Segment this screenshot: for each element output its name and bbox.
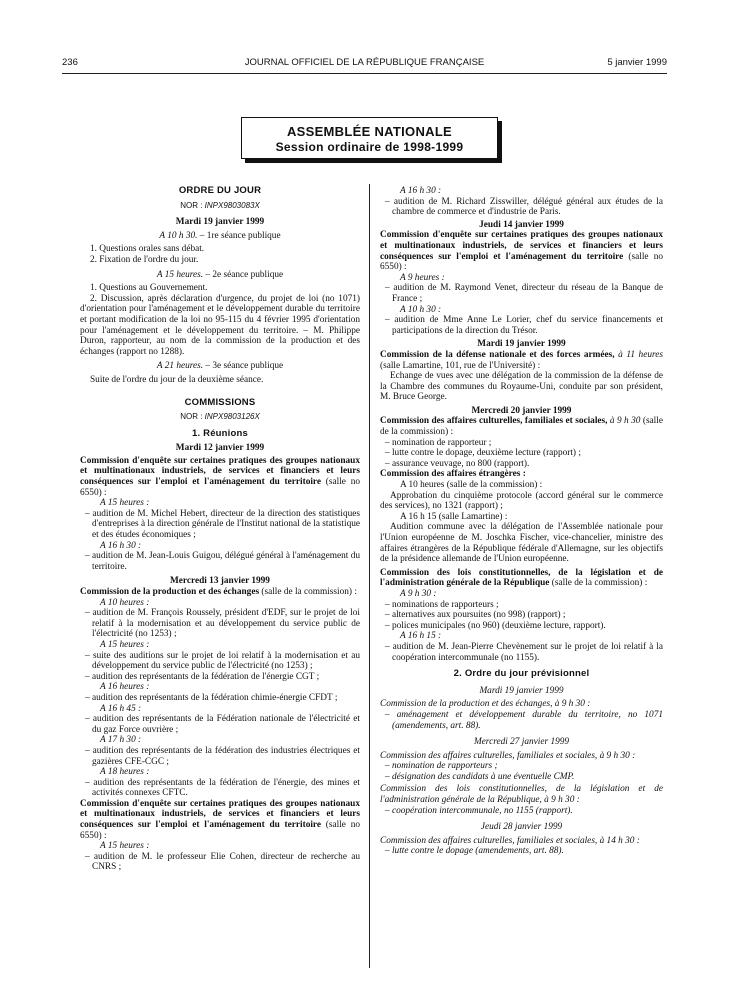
commission-heading: Commission des affaires culturelles, familiales et sociales, à 9 h 30 :: [380, 750, 636, 761]
commission-room: (salle de la commission) :: [259, 587, 357, 597]
agenda-entry: – audition des représentants de la fédération de l'énergie CGT ;: [85, 671, 320, 682]
date-heading: Mardi 12 janvier 1999: [175, 443, 265, 454]
commission-heading: [380, 416, 663, 437]
page-number: 236: [62, 57, 78, 68]
commission-name: Commission d'enquête sur certaines pratiques des groupes nationaux et multinationaux industriels, de services et financiers et leurs conséquences sur l'emploi et l'aménagement du territoire: [80, 455, 360, 488]
date-heading: Mardi 19 janvier 1999: [477, 339, 566, 350]
agenda-entry: – désignation des candidats à une éventuelle CMP.: [385, 771, 575, 782]
nor-label: NOR :: [180, 412, 203, 422]
session-time: A 15 heures.: [156, 269, 204, 280]
time-slot: A 17 h 30 :: [100, 735, 142, 746]
nor-reference: [80, 412, 360, 423]
title-box: [241, 117, 498, 159]
commission-name: Commission de la production et des échanges: [80, 587, 260, 597]
agenda-entry: – assurance veuvage, no 800 (rapport).: [385, 458, 530, 469]
time-slot: A 16 h 30 :: [100, 540, 142, 551]
time-slot: A 10 h 30 :: [400, 304, 442, 315]
date-heading: Jeudi 14 janvier 1999: [479, 219, 564, 230]
agenda-entry: Approbation du cinquième protocole (accord général sur le commerce des services), no 1321 (rapport) ;: [380, 490, 663, 512]
time-slot: A 9 h 30 :: [400, 588, 437, 599]
agenda-entry: – audition de Mme Anne Le Lorier, chef du service financements et participations de la direction du Trésor.: [385, 315, 663, 336]
commission-heading: Commission des affaires culturelles, familiales et sociales, à 14 h 30 :: [380, 835, 640, 846]
agenda-item: 2. Fixation de l'ordre du jour.: [90, 254, 199, 265]
time-slot: A 15 heures :: [100, 498, 150, 509]
session-1: [80, 231, 360, 242]
time-slot: A 16 h 15 :: [400, 631, 442, 642]
commission-heading: [380, 568, 663, 589]
commission-room: (salle no 6550) :: [380, 251, 663, 273]
commission-name: Commission des lois constitutionnelles, de la législation et de l'administration générale de la République: [380, 567, 663, 589]
commission-heading: Commission de la production et des échanges, à 9 h 30 :: [380, 699, 591, 710]
time-slot: A 10 heures (salle de la commission) :: [400, 480, 543, 491]
nor-value: INPX9803083X: [204, 200, 260, 210]
commission-heading: [380, 350, 663, 371]
agenda-entry: – audition des représentants de la Fédération nationale de l'électricité et du gaz Force ouvrière ;: [85, 714, 360, 735]
issue-date: 5 janvier 1999: [607, 57, 667, 68]
commission-heading: [80, 587, 360, 598]
time-slot: A 16 h 15 (salle Lamartine) :: [400, 511, 508, 522]
agenda-entry: – nomination de rapporteur ;: [385, 437, 492, 448]
agenda-entry: – aménagement et développement durable du territoire, no 1071 (amendements, art. 88).: [385, 709, 663, 731]
agenda-item: 2. Discussion, après déclaration d'urgence, du projet de loi (no 1071) d'orientation pour l'aménagement et le développement durable du territoire et portant modification de la loi no 95-115 du 4 février 1995 d'orientation pour l'aménagement et le développement du territoire. – M. Philippe Duron, rapporteur, au nom de la commission de la production et des échanges (rapport no 1288).: [80, 293, 360, 357]
time-slot: A 10 heures :: [100, 597, 150, 608]
date-heading: Mardi 19 janvier 1999: [479, 685, 564, 696]
session-time: A 10 h 30.: [159, 230, 198, 241]
commissions-heading: COMMISSIONS: [184, 396, 256, 408]
reunions-heading: 1. Réunions: [191, 427, 249, 439]
commission-room: (salle de la commission) :: [380, 416, 663, 438]
time-slot: A 15 heures :: [100, 639, 150, 650]
column-divider: [369, 184, 370, 968]
agenda-item: 1. Questions au Gouvernement.: [90, 283, 208, 294]
ordre-previsionnel-heading: 2. Ordre du jour prévisionnel: [453, 668, 590, 680]
commission-name: Commission des affaires culturelles, familiales et sociales,: [380, 416, 608, 427]
date-heading: Mercredi 27 janvier 1999: [473, 737, 570, 748]
commission-room: (salle no 6550) :: [80, 820, 360, 841]
header-rule: [62, 73, 667, 74]
agenda-entry: – audition de M. Jean-Louis Guigou, délégué général à l'aménagement du territoire.: [85, 551, 360, 572]
running-header: [62, 57, 667, 71]
agenda-entry: – alternatives aux poursuites (no 998) (rapport) ;: [385, 610, 566, 621]
time-slot: A 18 heures :: [100, 767, 150, 778]
session-time: A 21 heures.: [156, 361, 204, 372]
date-heading: Jeudi 28 janvier 1999: [480, 822, 563, 833]
agenda-entry: – polices municipales (no 960) (deuxième lecture, rapport).: [385, 620, 606, 631]
date-heading: Mardi 19 janvier 1999: [175, 217, 265, 228]
commission-heading: Commission des lois constitutionnelles, de la législation et de l'administration générale de la République, à 9 h 30 :: [380, 784, 663, 806]
commission-name: Commission de la défense nationale et des forces armées,: [380, 349, 615, 360]
commission-time: à 11 heures: [614, 349, 664, 360]
commission-room: (salle de la commission) :: [549, 578, 648, 589]
agenda-entry: – suite des auditions sur le projet de loi relatif à la modernisation et au développement du service public de l'électricité (no 1253) ;: [85, 650, 360, 672]
agenda-entry: – audition des représentants de la fédération chimie-énergie CFDT ;: [85, 692, 338, 703]
ordre-du-jour-heading: ORDRE DU JOUR: [178, 185, 262, 196]
nor-label: NOR :: [180, 200, 203, 210]
commission-room: (salle Lamartine, 101, rue de l'Université) :: [380, 360, 541, 371]
nor-value: INPX9803126X: [204, 412, 260, 422]
agenda-item: Suite de l'ordre du jour de la deuxième séance.: [90, 374, 264, 385]
commission-heading: [80, 456, 360, 498]
time-slot: A 16 h 30 :: [400, 186, 442, 196]
agenda-entry: – audition de M. Jean-Pierre Chevènement sur le projet de loi relatif à la coopération intercommunale (no 1155).: [385, 641, 663, 663]
commission-name: Commission des affaires étrangères :: [380, 469, 526, 480]
title-line-1: ASSEMBLÉE NATIONALE: [286, 124, 453, 139]
commission-room: (salle no 6550) :: [80, 477, 360, 498]
commission-heading: [380, 230, 663, 272]
commission-name: Commission d'enquête sur certaines pratiques des groupes nationaux et multinationaux industriels, de services et financiers et leurs conséquences sur l'emploi et l'aménagement du territoire: [80, 798, 360, 831]
date-heading: Mercredi 20 janvier 1999: [471, 405, 572, 416]
agenda-entry: – nomination de rapporteurs ;: [385, 761, 498, 772]
agenda-entry: – lutte contre le dopage, deuxième lecture (rapport) ;: [385, 448, 581, 459]
agenda-entry: – coopération intercommunale, no 1155 (rapport).: [385, 805, 573, 816]
agenda-entry: – audition des représentants de la fédération des industries électriques et gazières CFE-CGC ;: [85, 745, 360, 767]
nor-reference: [80, 201, 360, 212]
agenda-entry: – nominations de rapporteurs ;: [385, 599, 499, 610]
date-heading: Mercredi 13 janvier 1999: [170, 576, 270, 587]
session-2: [80, 270, 360, 281]
session-3: [80, 361, 360, 372]
journal-title: JOURNAL OFFICIEL DE LA RÉPUBLIQUE FRANÇAISE: [244, 57, 485, 68]
session-label: – 3e séance publique: [205, 361, 284, 372]
agenda-entry: – audition de M. le professeur Elie Cohen, directeur de recherche au CNRS ;: [85, 851, 360, 873]
session-label: – 1re séance publique: [199, 230, 281, 241]
session-label: – 2e séance publique: [205, 269, 284, 280]
time-slot: A 9 heures :: [400, 272, 445, 283]
commission-time: à 9 h 30: [607, 416, 641, 427]
commission-heading: [80, 799, 360, 841]
agenda-entry: – lutte contre le dopage (amendements, art. 88).: [385, 846, 564, 857]
agenda-entry: – audition de M. Michel Hebert, directeur de la direction des statistiques d'entreprises à la direction générale de l'Institut national de la statistique et des études économiques ;: [85, 508, 360, 541]
commission-name: Commission d'enquête sur certaines pratiques des groupes nationaux et multinationaux industriels, de services et financiers et leurs conséquences sur l'emploi et l'aménagement du territoire: [380, 230, 663, 262]
time-slot: A 15 heures :: [100, 841, 150, 852]
agenda-entry: – audition de M. Richard Zisswiller, délégué général aux études de la chambre de commerce et d'industrie de Paris.: [385, 196, 663, 218]
agenda-entry: Echange de vues avec une délégation de la commission de la défense de la Chambre des communes du Royaume-Uni, conduite par son président, M. Bruce George.: [380, 371, 663, 403]
agenda-item: 1. Questions orales sans débat.: [90, 244, 205, 255]
right-column: [380, 186, 663, 857]
agenda-entry: – audition de M. François Roussely, président d'EDF, sur le projet de loi relatif à la modernisation et au développement du service public de l'électricité (no 1253) ;: [85, 608, 360, 640]
left-column: [80, 186, 360, 873]
time-slot: A 16 heures :: [100, 682, 150, 693]
agenda-entry: – audition de M. Raymond Venet, directeur du réseau de la Banque de France ;: [385, 283, 663, 304]
title-line-2: Session ordinaire de 1998-1999: [275, 140, 464, 154]
agenda-entry: – audition des représentants de la fédération de l'énergie, des mines et activités connexes CFTC.: [85, 777, 360, 799]
agenda-entry: Audition commune avec la délégation de l'Assemblée nationale pour l'Union européenne de M. Joschka Fischer, vice-chancelier, ministre des affaires étrangères de la République fédérale d'Allemagne, sur les objectifs de la présidence allemande de l'Union européenne.: [380, 522, 663, 565]
time-slot: A 16 h 45 :: [100, 703, 142, 714]
